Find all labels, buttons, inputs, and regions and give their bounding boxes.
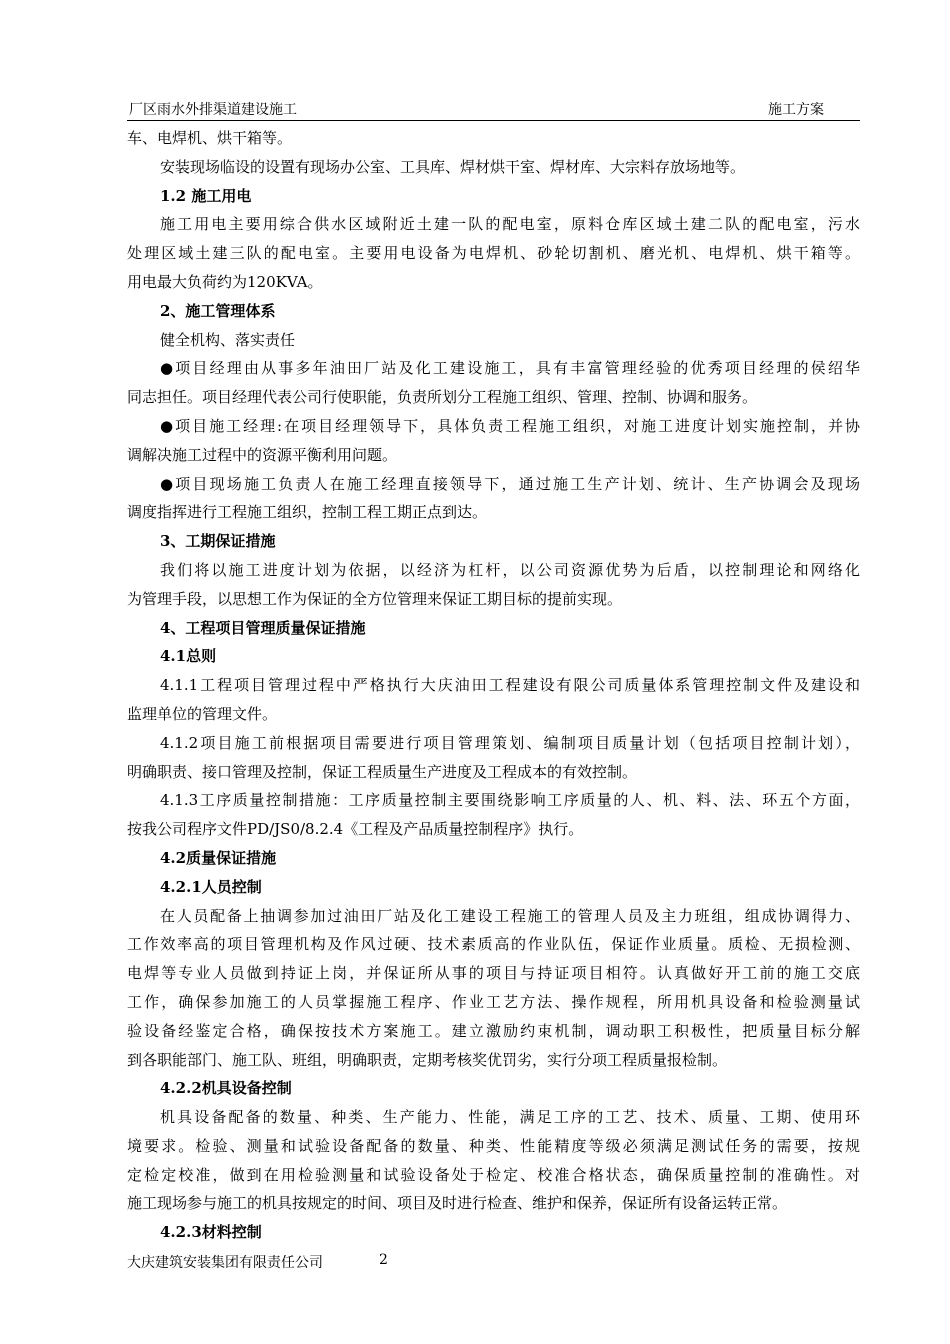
paragraph-line: 机具设备配备的数量、种类、生产能力、性能，满足工序的工艺、技术、质量、工期、使用环: [160, 1108, 860, 1127]
paragraph-line: 我们将以施工进度计划为依据，以经济为杠杆，以公司资源优势为后盾，以控制理论和网络化: [160, 560, 860, 579]
paragraph-line: 为管理手段，以思想工作为保证的全方位管理来保证工期目标的提前实现。: [127, 589, 623, 608]
section-heading: 4.2.1人员控制: [160, 877, 262, 896]
section-heading: 4.2.2机具设备控制: [160, 1079, 292, 1098]
paragraph-line: 车、电焊机、烘干箱等。: [127, 129, 293, 147]
paragraph-line: 4.1.1工程项目管理过程中严格执行大庆油田工程建设有限公司质量体系管理控制文件及建设和: [160, 676, 860, 695]
header-project-title: 厂区雨水外排渠道建设施工: [129, 102, 297, 118]
paragraph-line: 工作效率高的项目管理机构及作风过硬、技术素质高的作业队伍，保证作业质量。质检、无损检测、: [127, 935, 860, 954]
header-doc-type: 施工方案: [768, 102, 824, 118]
paragraph-line: 明确职责、接口管理及控制，保证工程质量生产进度及工程成本的有效控制。: [127, 762, 638, 781]
footer-company: 大庆建筑安装集团有限责任公司: [127, 1255, 323, 1271]
paragraph-line: 工作，确保参加施工的人员掌握施工程序、作业工艺方法、操作规程，所用机具设备和检验测量试: [127, 992, 860, 1011]
section-heading: 2、施工管理体系: [160, 301, 276, 320]
paragraph-line: 调度指挥进行工程施工组织，控制工程工期正点到达。: [127, 503, 488, 522]
paragraph-line: 4.1.2项目施工前根据项目需要进行项目管理策划、编制项目质量计划（包括项目控制计划），: [160, 733, 860, 752]
paragraph-line: 处理区域土建三队的配电室。主要用电设备为电焊机、砂轮切割机、磨光机、电焊机、烘干箱等。: [127, 244, 860, 263]
section-heading: 4.2.3材料控制: [160, 1223, 262, 1242]
paragraph-line: 健全机构、落实责任: [160, 330, 296, 349]
section-heading: 4.2质量保证措施: [160, 848, 277, 867]
section-heading: 1.2 施工用电: [160, 186, 252, 205]
paragraph-line: ●项目现场施工负责人在施工经理直接领导下，通过施工生产计划、统计、生产协调会及现场: [160, 474, 860, 493]
document-body: [127, 124, 860, 1247]
paragraph-line: 在人员配备上抽调参加过油田厂站及化工建设工程施工的管理人员及主力班组，组成协调得力、: [160, 906, 860, 925]
paragraph-line: 同志担任。项目经理代表公司行使职能，负责所划分工程施工组织、管理、控制、协调和服务。: [127, 388, 758, 407]
paragraph-line: 境要求。检验、测量和试验设备配备的数量、种类、性能精度等级必须满足测试任务的需要，按规: [127, 1136, 860, 1155]
page-footer: [127, 1252, 388, 1272]
paragraph-line: 到各职能部门、施工队、班组，明确职责，定期考核奖优罚劣，实行分项工程质量报检制。: [127, 1050, 728, 1069]
page-header: [127, 96, 860, 121]
page-number: 2: [379, 1252, 388, 1268]
paragraph-line: 定检定校准，做到在用检验测量和试验设备处于检定、校准合格状态，确保质量控制的准确性。对: [127, 1165, 860, 1184]
paragraph-line: ●项目施工经理:在项目经理领导下，具体负责工程施工组织，对施工进度计划实施控制，并协: [160, 416, 860, 435]
paragraph-line: 4.1.3工序质量控制措施：工序质量控制主要围绕影响工序质量的人、机、料、法、环五个方面，: [160, 791, 860, 810]
paragraph-line: ●项目经理由从事多年油田厂站及化工建设施工，具有丰富管理经验的优秀项目经理的侯绍华: [160, 359, 860, 378]
paragraph-line: 用电最大负荷约为120KVA。: [127, 272, 323, 291]
paragraph-line: 电焊等专业人员做到持证上岗，并保证所从事的项目与持证项目相符。认真做好开工前的施工交底: [127, 964, 860, 983]
section-heading: 4、工程项目管理质量保证措施: [160, 618, 366, 637]
paragraph-line: 安装现场临设的设置有现场办公室、工具库、焊材烘干室、焊材库、大宗料存放场地等。: [160, 157, 746, 176]
paragraph-line: 调解决施工过程中的资源平衡利用问题。: [127, 445, 398, 464]
section-heading: 3、工期保证措施: [160, 532, 276, 551]
paragraph-line: 按我公司程序文件PD/JS0/8.2.4《工程及产品质量控制程序》执行。: [127, 820, 584, 839]
paragraph-line: 施工现场参与施工的机具按规定的时间、项目及时进行检查、维护和保养，保证所有设备运转正常。: [127, 1194, 788, 1213]
paragraph-line: 施工用电主要用综合供水区域附近土建一队的配电室，原料仓库区域土建二队的配电室，污水: [160, 215, 860, 234]
paragraph-line: 监理单位的管理文件。: [127, 704, 278, 723]
section-heading: 4.1总则: [160, 647, 217, 666]
paragraph-line: 验设备经鉴定合格，确保按技术方案施工。建立激励约束机制，调动职工积极性，把质量目标分解: [127, 1021, 860, 1040]
